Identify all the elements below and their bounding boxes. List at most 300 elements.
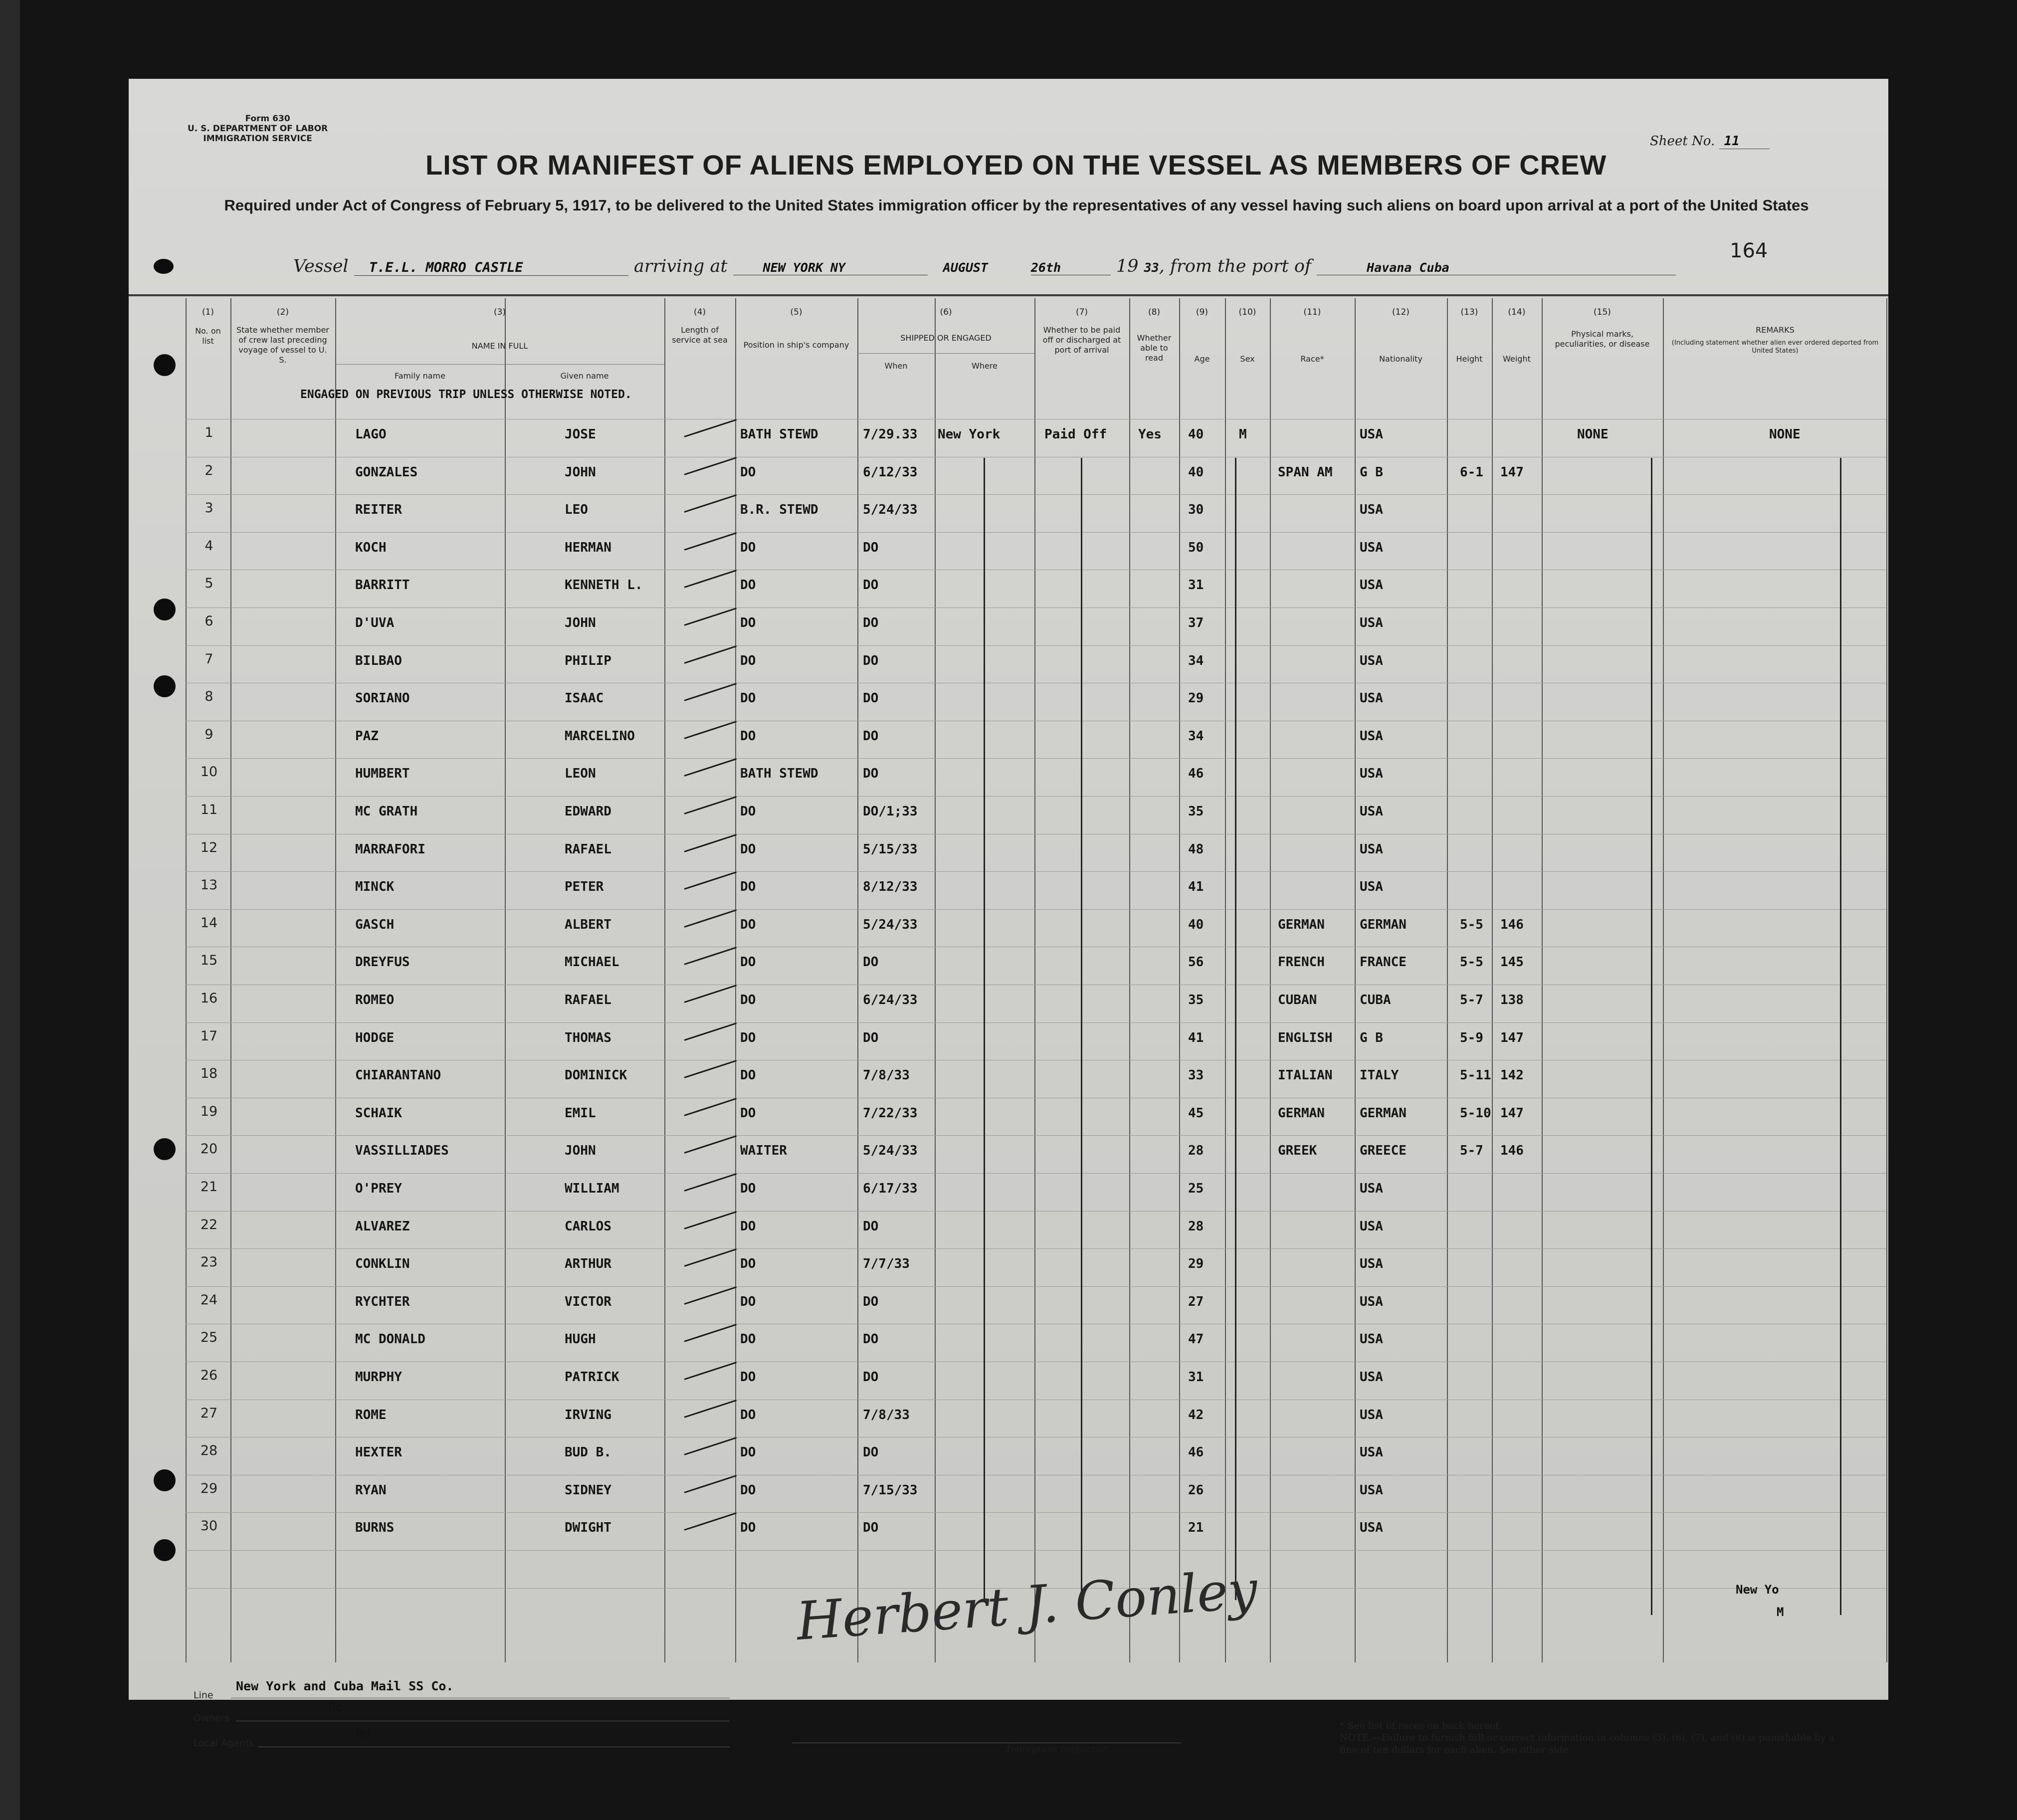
- column-number: (4): [693, 307, 706, 317]
- cell-remarks: NONE: [1769, 427, 1801, 442]
- cell-family: ALVAREZ: [355, 1218, 410, 1234]
- cell-nationality: USA: [1360, 1445, 1383, 1460]
- cell-given: KENNETH L.: [565, 578, 643, 593]
- cell-family: VASSILLIADES: [355, 1143, 449, 1159]
- cell-weight: 147: [1500, 464, 1524, 480]
- owners-value: Do: [328, 1700, 344, 1714]
- cell-when: DO: [863, 1445, 879, 1460]
- header-race: Race*: [1300, 354, 1324, 364]
- header-top-rule: [129, 294, 1888, 296]
- row-number: 23: [200, 1254, 218, 1270]
- header-age: Age: [1194, 354, 1210, 364]
- cell-position: DO: [740, 879, 756, 895]
- cell-race: GERMAN: [1278, 1105, 1325, 1121]
- cell-read: Yes: [1138, 427, 1162, 442]
- header-paid-off: Whether to be paid off or discharged at port of arrival: [1042, 325, 1121, 355]
- cell-position: DO: [740, 615, 756, 630]
- cell-given: EDWARD: [565, 804, 611, 819]
- cell-when: 7/29.33: [863, 427, 918, 442]
- agents-label: Local Agents: [194, 1738, 254, 1749]
- cell-position: B.R. STEWD: [740, 502, 818, 518]
- cell-when: 5/24/33: [863, 1143, 918, 1159]
- cell-age: 34: [1188, 653, 1204, 668]
- column-rule: [1492, 298, 1493, 1662]
- row-number: 8: [204, 689, 213, 705]
- page-subtitle: Required under Act of Congress of February 5, 1917, to be delivered to the United States immigration officer by the representatives of any vessel having such aliens on board upon arrival at a port of the United States: [224, 197, 1809, 214]
- length-mark: [684, 1512, 737, 1531]
- header-remarks: REMARKS: [1756, 325, 1795, 335]
- column-rule: [230, 298, 231, 1662]
- cell-paid: Paid Off: [1044, 427, 1107, 442]
- cell-given: PETER: [565, 879, 604, 895]
- column-number: (15): [1594, 307, 1611, 317]
- cell-when: DO: [863, 615, 879, 630]
- right-stamp-2: M: [1777, 1605, 1784, 1619]
- cell-position: DO: [740, 993, 756, 1008]
- cell-age: 40: [1188, 464, 1204, 480]
- cell-given: THOMAS: [565, 1030, 611, 1045]
- cell-when: DO: [863, 955, 879, 970]
- date-day: 26th: [1031, 260, 1111, 275]
- cell-age: 56: [1188, 955, 1204, 970]
- length-mark: [684, 834, 737, 852]
- cell-given: BUD B.: [565, 1445, 611, 1460]
- row-rule: [186, 607, 1886, 608]
- length-mark: [684, 871, 737, 890]
- cell-given: RAFAEL: [565, 841, 611, 857]
- column-rule: [857, 298, 858, 1662]
- cell-family: CHIARANTANO: [355, 1068, 441, 1083]
- row-number: 17: [200, 1028, 218, 1044]
- binder-hole: [154, 1138, 176, 1160]
- ditto-line: [1081, 458, 1082, 1600]
- length-mark: [684, 419, 737, 437]
- cell-given: ARTHUR: [565, 1256, 611, 1272]
- header-no-on-list: No. on list: [195, 326, 221, 346]
- cell-nationality: USA: [1360, 1332, 1383, 1347]
- column-number: (7): [1075, 307, 1088, 317]
- cell-given: DWIGHT: [565, 1520, 611, 1536]
- cell-given: SIDNEY: [565, 1482, 611, 1498]
- header-where: Where: [972, 361, 998, 371]
- cell-given: IRVING: [565, 1407, 611, 1422]
- cell-when: 7/8/33: [863, 1407, 910, 1422]
- column-number: (13): [1460, 307, 1478, 317]
- cell-height: 5-7: [1460, 1143, 1483, 1159]
- length-mark: [684, 1362, 737, 1380]
- cell-nationality: ITALY: [1360, 1068, 1399, 1083]
- cell-nationality: USA: [1360, 841, 1383, 857]
- header-weight: Weight: [1503, 354, 1531, 364]
- row-number: 28: [200, 1443, 218, 1459]
- cell-position: DO: [740, 578, 756, 593]
- cell-given: CARLOS: [565, 1218, 611, 1234]
- cell-age: 29: [1188, 1256, 1204, 1272]
- cell-age: 26: [1188, 1482, 1204, 1498]
- cell-given: JOSE: [565, 427, 596, 442]
- row-number: 18: [200, 1066, 218, 1082]
- column-rule: [1225, 298, 1226, 1662]
- row-number: 10: [200, 764, 218, 780]
- column-rule: [335, 298, 336, 1662]
- row-number: 1: [204, 425, 213, 440]
- column-number: (12): [1392, 307, 1410, 317]
- cell-position: DO: [740, 841, 756, 857]
- cell-when: 7/22/33: [863, 1105, 918, 1121]
- ditto-line: [1651, 458, 1652, 1615]
- column-rule: [1542, 298, 1543, 1662]
- cell-position: WAITER: [740, 1143, 787, 1159]
- cell-nationality: USA: [1360, 728, 1383, 744]
- vessel-label: Vessel: [293, 256, 349, 276]
- cell-family: RYAN: [355, 1482, 387, 1498]
- cell-family: DREYFUS: [355, 955, 410, 970]
- cell-given: JOHN: [565, 1143, 596, 1159]
- length-mark: [684, 985, 737, 1003]
- cell-given: MICHAEL: [565, 955, 619, 970]
- cell-when: 6/17/33: [863, 1181, 918, 1196]
- from-label: from the port of: [1170, 256, 1311, 276]
- cell-nationality: G B: [1360, 464, 1383, 480]
- row-number: 4: [204, 538, 213, 554]
- length-mark: [684, 1475, 737, 1493]
- cell-when: 7/15/33: [863, 1482, 918, 1498]
- cell-nationality: USA: [1360, 653, 1383, 668]
- cell-age: 40: [1188, 427, 1204, 442]
- department: U. S. DEPARTMENT OF LABOR: [188, 124, 328, 134]
- cell-when: 5/24/33: [863, 502, 918, 518]
- cell-when: DO: [863, 1332, 879, 1347]
- cell-given: PHILIP: [565, 653, 611, 668]
- cell-age: 42: [1188, 1407, 1204, 1422]
- column-number: (10): [1238, 307, 1256, 317]
- form-header: [188, 114, 328, 144]
- cell-given: VICTOR: [565, 1294, 611, 1309]
- cell-family: ROME: [355, 1407, 387, 1422]
- row-number: 2: [204, 462, 213, 478]
- column-number: (5): [790, 307, 803, 317]
- cell-position: DO: [740, 1407, 756, 1422]
- binder-hole: [154, 675, 176, 697]
- cell-nationality: USA: [1360, 1482, 1383, 1498]
- cell-when: 7/7/33: [863, 1256, 910, 1272]
- cell-position: DO: [740, 955, 756, 970]
- cell-given: RAFAEL: [565, 993, 611, 1008]
- cell-race: ENGLISH: [1278, 1030, 1333, 1045]
- header-remarks-sub: (Including statement whether alien ever ordered deported from United States): [1671, 339, 1879, 355]
- row-number: 22: [200, 1216, 218, 1232]
- column-number: (3): [493, 307, 506, 317]
- binder-hole: [154, 354, 176, 376]
- row-number: 20: [200, 1141, 218, 1157]
- cell-given: DOMINICK: [565, 1068, 627, 1083]
- cell-family: HUMBERT: [355, 766, 410, 782]
- cell-race: GERMAN: [1278, 917, 1325, 932]
- cell-position: DO: [740, 1218, 756, 1234]
- row-rule: [186, 532, 1886, 533]
- length-mark: [684, 1211, 737, 1229]
- row-number: 24: [200, 1292, 218, 1308]
- cell-weight: 146: [1500, 1143, 1524, 1159]
- cell-position: DO: [740, 1332, 756, 1347]
- cell-family: ROMEO: [355, 993, 395, 1008]
- cell-position: DO: [740, 1482, 756, 1498]
- cell-position: DO: [740, 1030, 756, 1045]
- row-rule: [186, 1550, 1886, 1551]
- from-value: Havana Cuba: [1317, 260, 1676, 275]
- cell-nationality: USA: [1360, 804, 1383, 819]
- cell-family: MURPHY: [355, 1370, 402, 1385]
- cell-when: DO: [863, 540, 879, 555]
- cell-nationality: USA: [1360, 502, 1383, 518]
- cell-weight: 147: [1500, 1105, 1524, 1121]
- cell-position: DO: [740, 804, 756, 819]
- cell-age: 37: [1188, 615, 1204, 630]
- right-stamp: New Yo: [1736, 1583, 1779, 1597]
- cell-family: MINCK: [355, 879, 395, 895]
- header-state-whether: State whether member of crew last preceding voyage of vessel to U. S.: [236, 325, 330, 365]
- cell-given: JOHN: [565, 615, 596, 630]
- column-number: (6): [940, 307, 952, 317]
- cell-given: HERMAN: [565, 540, 611, 555]
- crew-table: [186, 298, 1887, 1662]
- cell-age: 33: [1188, 1068, 1204, 1083]
- cell-when: DO: [863, 766, 879, 782]
- length-mark: [684, 645, 737, 664]
- length-mark: [684, 1135, 737, 1154]
- cell-position: DO: [740, 1445, 756, 1460]
- cell-family: REITER: [355, 502, 402, 518]
- cell-nationality: USA: [1360, 1370, 1383, 1385]
- cell-height: 5-5: [1460, 917, 1483, 932]
- row-rule: [186, 1211, 1886, 1212]
- cell-when: 5/24/33: [863, 917, 918, 932]
- cell-weight: 146: [1500, 917, 1524, 932]
- length-mark: [684, 1248, 737, 1267]
- cell-when: DO: [863, 691, 879, 706]
- cell-nationality: USA: [1360, 691, 1383, 706]
- row-rule: [186, 1173, 1886, 1174]
- inspector-signature: Herbert J. Conley: [794, 1559, 1260, 1652]
- cell-nationality: USA: [1360, 1407, 1383, 1422]
- cell-age: 31: [1188, 1370, 1204, 1385]
- cell-nationality: USA: [1360, 540, 1383, 555]
- row-rule: [186, 758, 1886, 759]
- row-rule: [186, 645, 1886, 646]
- cell-age: 46: [1188, 1445, 1204, 1460]
- row-number: 6: [204, 613, 213, 629]
- cell-family: LAGO: [355, 427, 387, 442]
- cell-nationality: USA: [1360, 578, 1383, 593]
- cell-family: HODGE: [355, 1030, 395, 1045]
- date-month: AUGUST: [943, 260, 988, 275]
- cell-family: SORIANO: [355, 691, 410, 706]
- cell-position: BATH STEWD: [740, 427, 818, 442]
- cell-nationality: GERMAN: [1360, 1105, 1407, 1121]
- cell-height: 5-5: [1460, 955, 1483, 970]
- note-races: * See list of races on back hereof.: [1340, 1720, 1502, 1731]
- header-name-in-full: NAME IN FULL: [471, 341, 528, 351]
- column-number: (11): [1303, 307, 1321, 317]
- year-value: 33: [1144, 260, 1159, 275]
- row-number: 12: [200, 839, 218, 855]
- cell-given: HUGH: [565, 1332, 596, 1347]
- column-rule: [1886, 298, 1887, 1662]
- cell-nationality: USA: [1360, 1181, 1383, 1196]
- cell-age: 21: [1188, 1520, 1204, 1536]
- ditto-line: [1235, 458, 1236, 1600]
- cell-when: 6/12/33: [863, 464, 918, 480]
- row-number: 13: [200, 877, 218, 893]
- cell-race: ITALIAN: [1278, 1068, 1333, 1083]
- row-number: 19: [200, 1103, 218, 1119]
- length-mark: [684, 532, 737, 551]
- row-rule: [186, 1512, 1886, 1513]
- cell-when: DO: [863, 1218, 879, 1234]
- cell-family: KOCH: [355, 540, 387, 555]
- cell-age: 28: [1188, 1218, 1204, 1234]
- cell-given: LEON: [565, 766, 596, 782]
- header-shipped: SHIPPED OR ENGAGED: [900, 333, 992, 343]
- header-given-name: Given name: [560, 371, 609, 381]
- cell-nationality: USA: [1360, 427, 1383, 442]
- cell-physical: NONE: [1577, 427, 1609, 442]
- cell-family: GONZALES: [355, 464, 418, 480]
- vessel-line: Vessel T.E.L. MORRO CASTLE arriving at NEW YORK NY AUGUST 26th 19 33, from the port of Havana Cuba: [293, 256, 1676, 276]
- cell-family: PAZ: [355, 728, 379, 744]
- row-rule: [186, 871, 1886, 872]
- row-rule: [186, 909, 1886, 910]
- cell-height: 5-9: [1460, 1030, 1483, 1045]
- column-rule: [1034, 298, 1035, 1662]
- left-shadow: [0, 0, 20, 1820]
- header-length-service: Length of service at sea: [672, 325, 728, 345]
- arriving-value: NEW YORK NY: [733, 260, 928, 275]
- length-mark: [684, 1437, 737, 1455]
- length-mark: [684, 1098, 737, 1116]
- column-number: (2): [276, 307, 289, 317]
- row-number: 29: [200, 1480, 218, 1496]
- cell-position: DO: [740, 917, 756, 932]
- cell-when: DO: [863, 1030, 879, 1045]
- header-nationality: Nationality: [1379, 354, 1422, 364]
- cell-when: 6/24/33: [863, 993, 918, 1008]
- length-mark: [684, 570, 737, 588]
- cell-position: DO: [740, 1256, 756, 1272]
- column-rule: [1663, 298, 1664, 1662]
- length-mark: [684, 1022, 737, 1041]
- header-position: Position in ship's company: [743, 340, 849, 350]
- cell-given: ISAAC: [565, 691, 604, 706]
- sheet-number: [1650, 134, 1770, 149]
- header-height: Height: [1456, 354, 1483, 364]
- cell-sex: M: [1239, 427, 1247, 442]
- cell-position: DO: [740, 1105, 756, 1121]
- cell-position: DO: [740, 691, 756, 706]
- cell-nationality: FRANCE: [1360, 955, 1407, 970]
- page-number: 164: [1730, 239, 1768, 262]
- cell-when: DO: [863, 1294, 879, 1309]
- name-header-rule: [335, 364, 664, 365]
- ditto-line: [984, 458, 985, 1600]
- cell-age: 41: [1188, 879, 1204, 895]
- cell-age: 29: [1188, 691, 1204, 706]
- row-number: 21: [200, 1179, 218, 1195]
- row-number: 3: [204, 500, 213, 516]
- cell-age: 31: [1188, 578, 1204, 593]
- length-mark: [684, 494, 737, 513]
- header-physical: Physical marks, peculiarities, or disease: [1555, 329, 1650, 349]
- column-number: (8): [1148, 307, 1161, 317]
- row-number: 15: [200, 953, 218, 969]
- header-when: When: [884, 361, 908, 371]
- cell-given: PATRICK: [565, 1370, 619, 1385]
- cell-height: 5-11: [1460, 1068, 1491, 1083]
- row-rule: [186, 1022, 1886, 1023]
- length-mark: [684, 758, 737, 777]
- cell-family: MARRAFORI: [355, 841, 425, 857]
- binder-hole: [154, 1539, 176, 1561]
- shipped-header-rule: [857, 353, 1034, 354]
- row-number: 26: [200, 1368, 218, 1383]
- header-able-read: Whether able to read: [1137, 333, 1172, 363]
- cell-family: BURNS: [355, 1520, 395, 1536]
- form-number: Form 630: [245, 114, 290, 124]
- cell-when: DO: [863, 728, 879, 744]
- cell-position: DO: [740, 1370, 756, 1385]
- row-number: 9: [204, 726, 213, 742]
- cell-nationality: CUBA: [1360, 993, 1391, 1008]
- cell-position: DO: [740, 1520, 756, 1536]
- row-number: 14: [200, 915, 218, 931]
- binder-hole: [154, 1469, 176, 1491]
- cell-race: FRENCH: [1278, 955, 1325, 970]
- agents-value: Do.: [356, 1726, 379, 1740]
- cell-given: ALBERT: [565, 917, 611, 932]
- column-number: (9): [1196, 307, 1209, 317]
- cell-family: GASCH: [355, 917, 395, 932]
- cell-nationality: USA: [1360, 1520, 1383, 1536]
- cell-weight: 138: [1500, 993, 1524, 1008]
- cell-when: DO: [863, 578, 879, 593]
- column-rule: [505, 298, 506, 1662]
- header-family-name: Family name: [395, 371, 445, 381]
- line-value: New York and Cuba Mail SS Co.: [236, 1679, 454, 1693]
- cell-given: WILLIAM: [565, 1181, 619, 1196]
- length-mark: [684, 1324, 737, 1342]
- cell-family: BILBAO: [355, 653, 402, 668]
- column-rule: [186, 298, 187, 1662]
- engaged-note: ENGAGED ON PREVIOUS TRIP UNLESS OTHERWISE NOTED.: [300, 388, 632, 401]
- cell-position: DO: [740, 1181, 756, 1196]
- length-mark: [684, 721, 737, 739]
- manifest-sheet: [129, 79, 1888, 1755]
- vessel-value: T.E.L. MORRO CASTLE: [354, 260, 628, 276]
- cell-height: 6-1: [1460, 464, 1483, 480]
- cell-nationality: GERMAN: [1360, 917, 1407, 932]
- cell-when: DO: [863, 653, 879, 668]
- column-number: (1): [202, 307, 214, 317]
- column-rule: [1355, 298, 1356, 1662]
- cell-given: MARCELINO: [565, 728, 635, 744]
- column-rule: [935, 298, 936, 1662]
- cell-position: DO: [740, 540, 756, 555]
- cell-nationality: USA: [1360, 879, 1383, 895]
- page-title: LIST OR MANIFEST OF ALIENS EMPLOYED ON THE VESSEL AS MEMBERS OF CREW: [425, 149, 1607, 181]
- column-rule: [1179, 298, 1180, 1662]
- column-number: (14): [1508, 307, 1526, 317]
- length-mark: [684, 947, 737, 965]
